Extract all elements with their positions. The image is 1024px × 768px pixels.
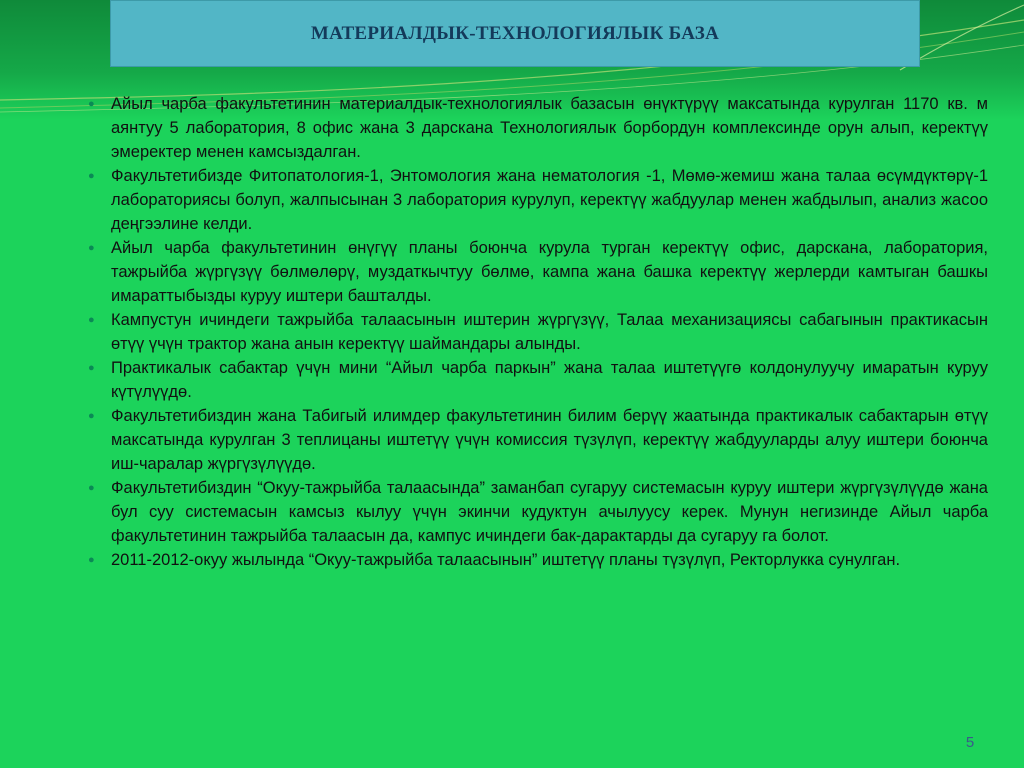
- bullet-dot-icon: ●: [88, 482, 95, 494]
- bullet-item: [86, 92, 988, 164]
- bullet-dot-icon: ●: [88, 314, 95, 326]
- slide-title: МАТЕРИАЛДЫК-ТЕХНОЛОГИЯЛЫК БАЗА: [310, 22, 720, 44]
- bullet-text: Факультетибиздин “Окуу-тажрыйба талаасында” заманбап сугаруу системасын куруу иштери жүргүзүлүүдө жана бул суу системасын камсыз кылуу үчүн экинчи кудуктун ачылуусу керек. Мунун негизинде Айыл чарба факультетинин тажрыйба талаасын да, кампус ичиндеги бак-дарактарды да сугаруу га болот.: [111, 479, 988, 545]
- bullet-dot-icon: ●: [88, 410, 95, 422]
- bullet-item: [86, 356, 988, 404]
- bullet-dot-icon: ●: [88, 98, 95, 110]
- bullet-text: Кампустун ичиндеги тажрыйба талаасынын иштерин жүргүзүү, Талаа механизациясы сабагынын практикасын өтүү үчүн трактор жана анын керектүү шаймандары алынды.: [111, 311, 988, 353]
- page-number: 5: [965, 734, 975, 751]
- bullet-dot-icon: ●: [88, 242, 95, 254]
- bullet-text: Практикалык сабактар үчүн мини “Айыл чарба паркын” жана талаа иштетүүгө колдонулуучу имаратын куруу күтүлүүдө.: [111, 359, 988, 401]
- bullet-dot-icon: ●: [88, 170, 95, 182]
- bullet-list: [86, 92, 988, 572]
- bullet-item: [86, 236, 988, 308]
- bullet-item: [86, 404, 988, 476]
- bullet-item: [86, 308, 988, 356]
- bullet-dot-icon: ●: [88, 554, 95, 566]
- bullet-item: [86, 164, 988, 236]
- title-box: [110, 0, 920, 67]
- bullet-text: Факультетибиздин жана Табигый илимдер факультетинин билим берүү жаатында практикалык сабактарын өтүү максатында курулган 3 теплицаны иштетүү үчүн комиссия түзүлүп, керектүү жабдууларды алуу иштери боюнча иш-чаралар жүргүзүлүүдө.: [111, 407, 988, 473]
- bullet-text: Факультетибизде Фитопатология-1, Энтомология жана нематология -1, Мөмө-жемиш жана талаа өсүмдүктөрү-1 лабораториясы болуп, жалпысынан 3 лаборатория курулуп, керектүү жабдуулар менен жабдылып, анализ жасоо деңгээлине келди.: [111, 167, 988, 233]
- bullet-text: Айыл чарба факультетинин өнүгүү планы боюнча курула турган керектүү офис, дарскана, лаборатория, тажрыйба жүргүзүү бөлмөлөрү, муздаткычтуу бөлмө, кампа жана башка керектүү жерлерди камтыган башкы имараттыбызды куруу иштери башталды.: [111, 239, 988, 305]
- bullet-item: [86, 476, 988, 548]
- bullet-item: [86, 548, 988, 572]
- bullet-dot-icon: ●: [88, 362, 95, 374]
- bullet-text: 2011-2012-окуу жылында “Окуу-тажрыйба талаасынын” иштетүү планы түзүлүп, Ректорлукка сунулган.: [111, 551, 901, 569]
- bullet-text: Айыл чарба факультетинин материалдык-технологиялык базасын өнүктүрүү максатында курулган 1170 кв. м аянтуу 5 лаборатория, 8 офис жана 3 дарскана Технологиялык борбордун комплексинде орун алып, керектүү эмеректер менен камсыздалган.: [111, 95, 988, 161]
